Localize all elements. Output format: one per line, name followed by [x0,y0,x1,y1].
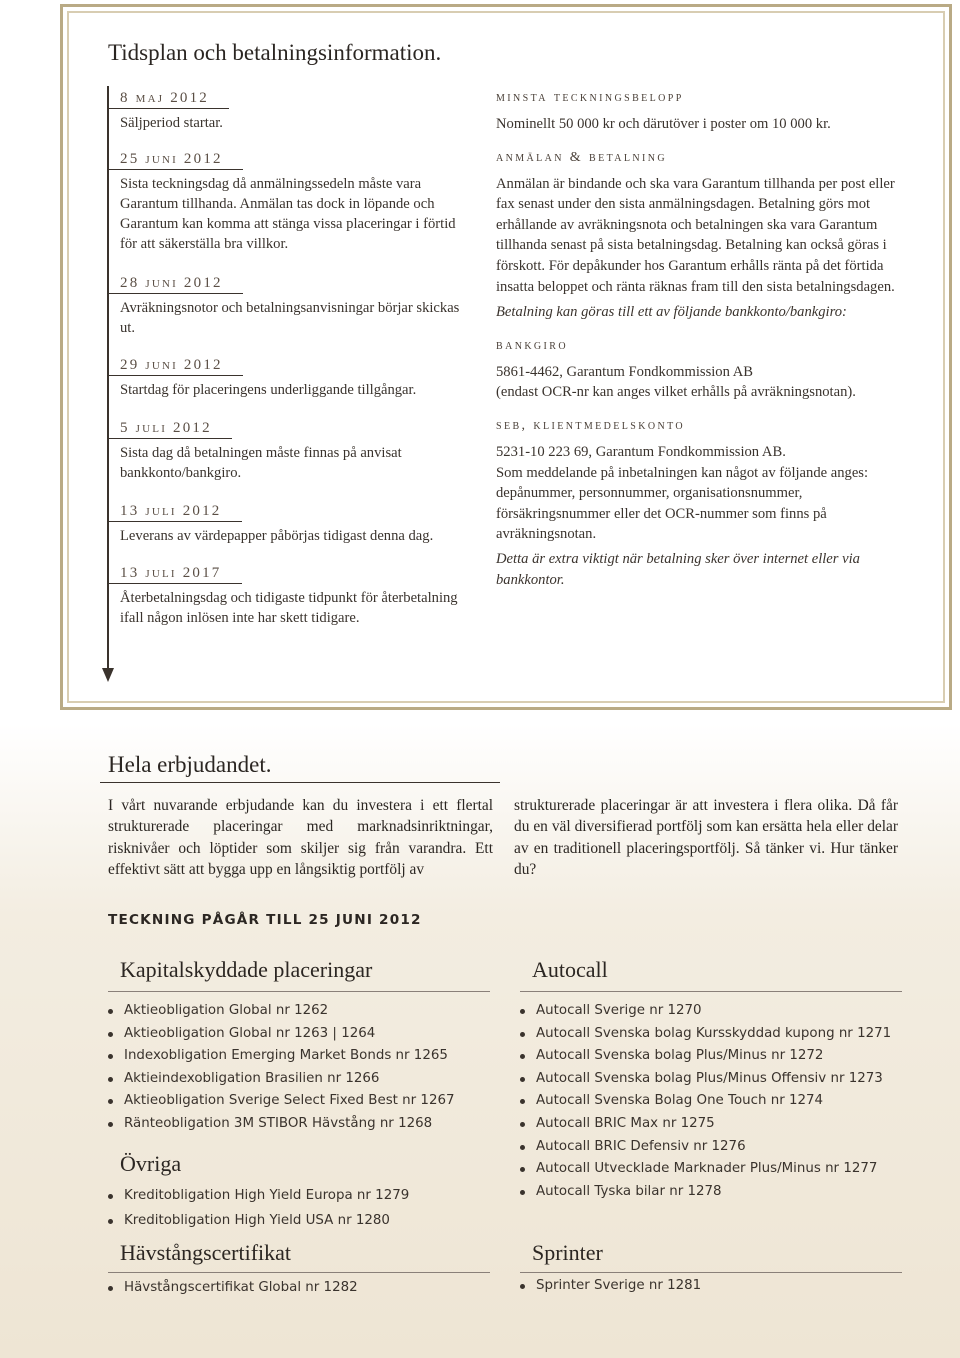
section-title-sprinter: Sprinter [532,1240,603,1265]
list-item[interactable]: Autocall Svenska bolag Plus/Minus Offensiv nr 1273 [520,1068,891,1091]
list-autocall [520,1000,891,1203]
list-kapital [108,1000,455,1136]
timeline-item [120,273,470,338]
list-item[interactable]: Autocall Svenska bolag Plus/Minus nr 1272 [520,1045,891,1068]
seb-italic-note: Detta är extra viktigt när betalning sker över internet eller via bankkontor. [496,550,860,588]
list-item[interactable]: Sprinter Sverige nr 1281 [520,1275,701,1298]
timeline-item [120,563,470,628]
timeline-arrow-icon [102,668,114,682]
timeline-text: Leverans av värdepapper påbörjas tidigast denna dag. [120,528,434,544]
offer-text-col2: strukturerade placeringar är att investera i flera olika. Då får du en väl diversifierad portfölj som kan ersätta hela eller delar av en traditionell placeringsportfölj. Så tänker vi. Hur tänker du? [514,797,898,878]
payment-note: Betalning kan göras till ett av följande bankkonto/bankgiro: [496,304,847,321]
bankgiro-heading: bankgiro [496,337,568,353]
bankgiro-note: (endast OCR-nr kan anges vilket erhålls på avräkningsnotan). [496,384,856,401]
list-item[interactable]: Autocall Sverige nr 1270 [520,1000,891,1023]
timeline-item [120,149,470,254]
timeline-text: Sista teckningsdag då anmälningssedeln måste vara Garantum tillhanda. Anmälan tas dock in löpande och Garantum kan komma att stänga vissa placeringar i förtid för att säkerställa bra villkor. [120,176,456,252]
timeline-date: 13 juli 2017 [108,563,242,584]
timeline-text: Sista dag då betalningen måste finnas på anvisat bankkonto/bankgiro. [120,445,402,481]
page-title: Tidsplan och betalningsinformation. [108,40,442,65]
timeline-text: Återbetalningsdag och tidigaste tidpunkt för återbetalning ifall någon inlösen inte har skett tidigare. [120,590,458,626]
list-item[interactable]: Hävstångscertifikat Global nr 1282 [108,1277,358,1300]
timeline-date: 5 juli 2012 [108,418,232,439]
subscription-deadline: TECKNING PÅGÅR TILL 25 JUNI 2012 [108,912,422,928]
list-havstang [108,1277,358,1300]
registration-text: Anmälan är bindande och ska vara Garantum tillhanda per post eller fax senast under den sista anmälningsdagen. Betalning görs mot erhållande av avräkningsnota och betalningen ska vara Garantum tillhanda senast på sista betalningsdag. Betalning kan också göras i förskott. För depåkunder hos Garantum erhålls ränta på det förtida insatta beloppet och ränta räknas fram till den sista betalningsdagen. [496,175,895,295]
list-item[interactable]: Ränteobligation 3M STIBOR Hävstång nr 1268 [108,1113,455,1136]
timeline-item [120,355,470,400]
timeline-date: 13 juli 2012 [108,501,242,522]
timeline-item [120,501,470,546]
list-item[interactable]: Aktieobligation Global nr 1263 | 1264 [108,1023,455,1046]
list-sprinter [520,1275,701,1298]
timeline-text: Avräkningsnotor och betalningsanvisningar börjar skickas ut. [120,300,460,336]
list-item[interactable]: Indexobligation Emerging Market Bonds nr 1265 [108,1045,455,1068]
list-item[interactable]: Aktieindexobligation Brasilien nr 1266 [108,1068,455,1091]
list-item[interactable]: Autocall BRIC Defensiv nr 1276 [520,1136,891,1159]
list-item[interactable]: Kreditobligation High Yield USA nr 1280 [108,1210,409,1233]
list-item[interactable]: Aktieobligation Global nr 1262 [108,1000,455,1023]
registration-heading: anmälan & betalning [496,149,668,165]
section-rule [520,991,902,992]
timeline-date: 29 juni 2012 [108,355,243,376]
list-item[interactable]: Autocall Utvecklade Marknader Plus/Minus nr 1277 [520,1158,891,1181]
payment-info [496,88,906,590]
min-amount-heading: minsta teckningsbelopp [496,90,684,105]
seb-note: Som meddelande på inbetalningen kan något av följande anges: depånummer, personnummer, organisationsnummer, försäkringsnummer eller det OCR-nummer som finns på avräkningsnotan. [496,464,869,543]
list-ovriga [108,1185,409,1232]
timeline-text: Startdag för placeringens underliggande tillgångar. [120,382,417,398]
list-item[interactable]: Autocall Tyska bilar nr 1278 [520,1181,891,1204]
offer-title: Hela erbjudandet. [108,752,272,777]
bankgiro-number: 5861-4462, Garantum Fondkommission AB [496,363,754,380]
section-title-ovriga: Övriga [120,1151,182,1176]
offer-text-col1: I vårt nuvarande erbjudande kan du investera i ett flertal strukturerade placeringar med marknadsinriktningar, risknivåer och löptider som skiljer sig från varandra. Ett effektivt sätt att bygga upp en långsiktig portfölj av [108,797,493,878]
list-item[interactable]: Kreditobligation High Yield Europa nr 1279 [108,1185,409,1208]
offer-title-rule [100,782,500,783]
list-item[interactable]: Aktieobligation Sverige Select Fixed Best nr 1267 [108,1090,455,1113]
seb-account: 5231-10 223 69, Garantum Fondkommission AB. [496,443,786,460]
list-item[interactable]: Autocall BRIC Max nr 1275 [520,1113,891,1136]
seb-heading: seb, klientmedelskonto [496,417,686,433]
section-title-havstang: Hävstångscertifikat [120,1240,292,1265]
section-rule [520,1272,902,1273]
timeline-text: Säljperiod startar. [120,115,223,131]
section-rule [108,991,490,992]
section-title-autocall: Autocall [532,957,608,982]
section-title-kapital: Kapitalskyddade placeringar [120,957,373,982]
timeline-line [107,86,109,672]
section-rule [108,1272,490,1273]
timeline-date: 25 juni 2012 [108,149,243,170]
timeline-item [120,88,470,133]
timeline-date: 8 maj 2012 [108,88,229,109]
list-item[interactable]: Autocall Svenska Bolag One Touch nr 1274 [520,1090,891,1113]
timeline-date: 28 juni 2012 [108,273,243,294]
min-amount-text: Nominellt 50 000 kr och därutöver i poster om 10 000 kr. [496,116,831,132]
timeline-item [120,418,470,483]
list-item[interactable]: Autocall Svenska bolag Kursskyddad kupong nr 1271 [520,1023,891,1046]
